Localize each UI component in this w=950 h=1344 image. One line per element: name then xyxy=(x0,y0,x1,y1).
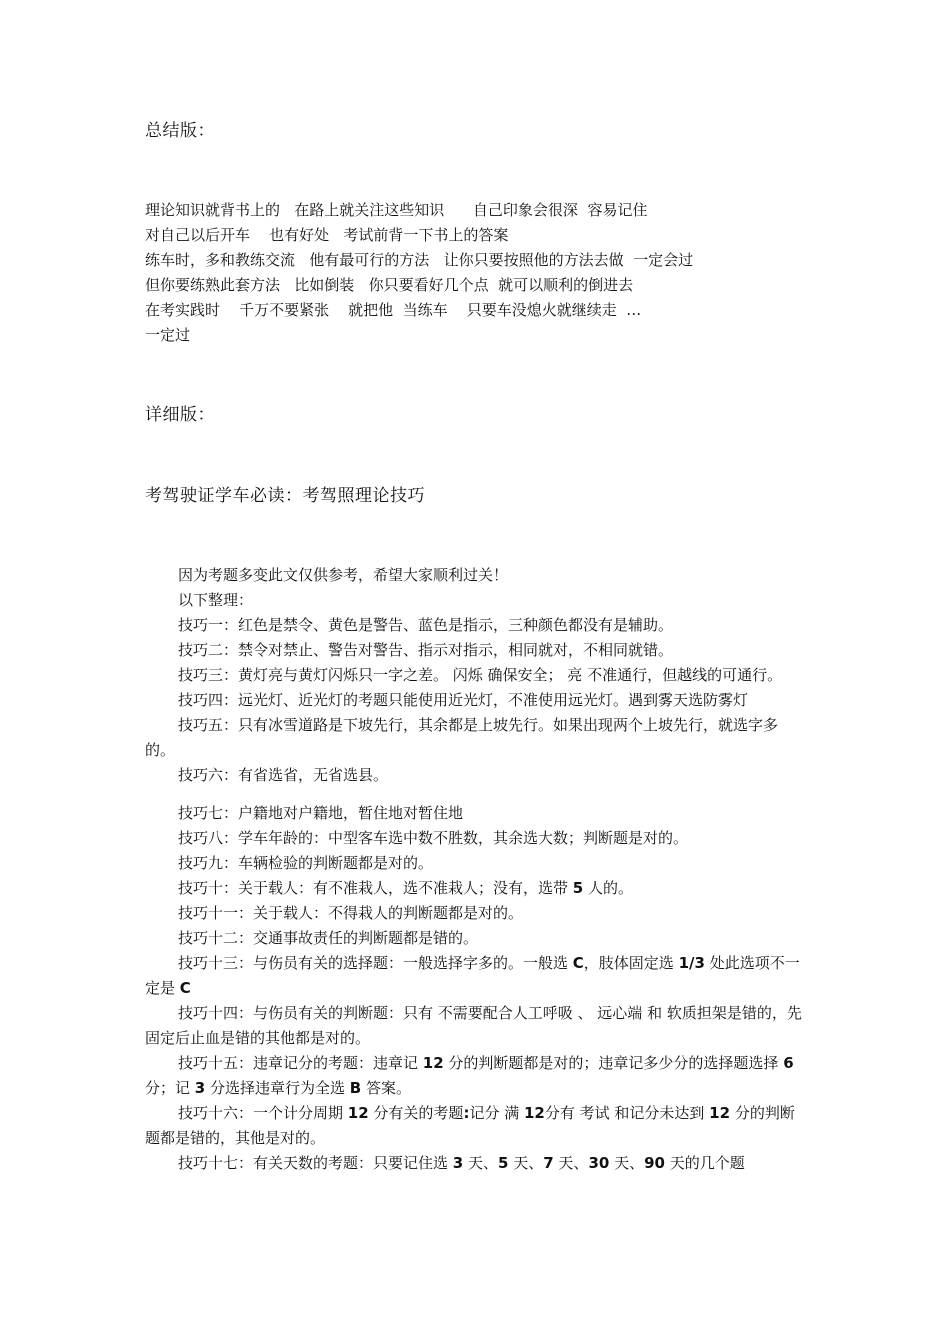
article-body xyxy=(145,563,805,1176)
tip-paragraph: 技巧十七：有关天数的考题：只要记住选 3 天、5 天、7 天、30 天、90 天的几个题 xyxy=(178,1154,745,1172)
tip-paragraph: 技巧十：关于载人：有不准栽人，选不准栽人；没有，选带 5 人的。 xyxy=(178,879,633,897)
summary-line: 但你要练熟此套方法 比如倒装 你只要看好几个点 就可以顺利的倒进去 xyxy=(145,276,634,294)
summary-heading: 总结版： xyxy=(145,121,215,141)
tip-paragraph: 技巧十三：与伤员有关的选择题：一般选择字多的。一般选 C，肢体固定选 1/3 处此选项不一定是 C xyxy=(145,954,800,997)
tip-paragraph: 技巧九：车辆检验的判断题都是对的。 xyxy=(178,854,434,872)
bold-token: 5 xyxy=(572,879,584,897)
tip-paragraph: 技巧一：红色是禁令、黄色是警告、蓝色是指示，三种颜色都没有是辅助。 xyxy=(178,616,674,634)
tip-paragraph: 技巧十一：关于载人：不得栽人的判断题都是对的。 xyxy=(178,904,524,922)
bold-token: 5 xyxy=(498,1154,509,1172)
tip-paragraph: 技巧三：黄灯亮与黄灯闪烁只一字之差。 闪烁 确保安全； 亮 不准通行，但越线的可通行。 xyxy=(178,666,783,684)
summary-line: 一定过 xyxy=(145,326,191,344)
bold-token: 7 xyxy=(543,1154,554,1172)
bold-token: 6 xyxy=(783,1054,794,1072)
tip-paragraph: 技巧七：户籍地对户籍地，暂住地对暂住地 xyxy=(178,804,464,822)
bold-token: 90 xyxy=(644,1154,665,1172)
tip-paragraph: 技巧五：只有冰雪道路是下坡先行，其余都是上坡先行。如果出现两个上坡先行，就选字多的。 xyxy=(145,716,779,759)
bold-token: B xyxy=(349,1079,362,1097)
tip-paragraph: 技巧二：禁令对禁止、警告对警告、指示对指示，相同就对，不相同就错。 xyxy=(178,641,674,659)
bold-token: : xyxy=(463,1104,470,1122)
bold-token: 1/3 xyxy=(678,954,705,972)
summary-line: 练车时，多和教练交流 他有最可行的方法 让你只要按照他的方法去做 一定会过 xyxy=(145,251,694,269)
tip-paragraph: 技巧十六：一个计分周期 12 分有关的考题:记分 满 12分有 考试 和记分未达到 12 分的判断题都是错的，其他是对的。 xyxy=(145,1104,795,1147)
bold-token: C xyxy=(179,979,191,997)
paragraph-gap xyxy=(145,788,805,801)
tip-paragraph: 技巧六：有省选省，无省选县。 xyxy=(178,766,389,784)
bold-token: 3 xyxy=(452,1154,464,1172)
tip-paragraph: 技巧十五：违章记分的考题：违章记 12 分的判断题都是对的；违章记多少分的选择题选择 6 分；记 3 分选择违章行为全选 B 答案。 xyxy=(145,1054,794,1097)
paragraph: 以下整理： xyxy=(178,591,254,609)
bold-token: C xyxy=(572,954,584,972)
bold-token: 30 xyxy=(588,1154,610,1172)
summary-line: 理论知识就背书上的 在路上就关注这些知识 自己印象会很深 容易记住 xyxy=(145,201,648,219)
article-title: 考驾驶证学车必读：考驾照理论技巧 xyxy=(145,486,425,506)
bold-token: 12 xyxy=(422,1054,444,1072)
bold-token: 12 xyxy=(347,1104,369,1122)
tip-paragraph: 技巧四：远光灯、近光灯的考题只能使用近光灯，不准使用远光灯。遇到雾天选防雾灯 xyxy=(178,691,749,709)
bold-token: 3 xyxy=(194,1079,206,1097)
paragraph: 因为考题多变此文仅供参考，希望大家顺利过关！ xyxy=(178,566,509,584)
tip-paragraph: 技巧十四：与伤员有关的判断题：只有 不需要配合人工呼吸 、 远心端 和 软质担架是错的，先固定后止血是错的其他都是对的。 xyxy=(145,1004,802,1047)
summary-section xyxy=(145,198,845,348)
tip-paragraph: 技巧十二：交通事故责任的判断题都是错的。 xyxy=(178,929,479,947)
bold-token: 12 xyxy=(709,1104,731,1122)
summary-line: 在考实践时 千万不要紧张 就把他 当练车 只要车没熄火就继续走 … xyxy=(145,301,642,319)
detail-heading: 详细版： xyxy=(145,405,215,425)
summary-line: 对自己以后开车 也有好处 考试前背一下书上的答案 xyxy=(145,226,509,244)
bold-token: 12 xyxy=(523,1104,545,1122)
tip-paragraph: 技巧八：学车年龄的：中型客车选中数不胜数，其余选大数；判断题是对的。 xyxy=(178,829,689,847)
